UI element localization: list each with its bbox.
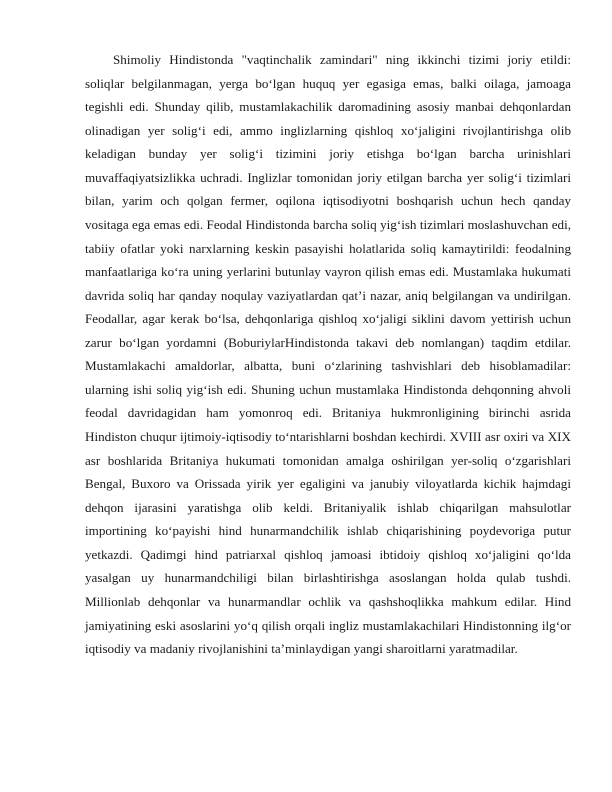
body-paragraph: Shimoliy Hindistonda "vaqtinchalik zamindari" ning ikkinchi tizimi joriy etildi: soliqlar belgilanmagan, yerga bo‘lgan huquq yer egasiga emas, balki oilaga, jamoaga tegishli edi. Shunday qilib, mustamlakachilik daromadining asosiy manbai dehqonlardan olinadigan yer solig‘i edi, ammo inglizlarning qishloq xo‘jaligini rivojlantirishga olib keladigan bunday yer solig‘i tizimini joriy etishga bo‘lgan barcha urinishlari muvaffaqiyatsizlikka uchradi. Inglizlar tomonidan joriy etilgan barcha yer solig‘i tizimlari bilan, yarim och qolgan fermer, oqilona iqtisodiyotni boshqarish uchun hech qanday vositaga ega emas edi. Feodal Hindistonda barcha soliq yig‘ish tizimlari moslashuvchan edi, tabiiy ofatlar yoki narxlarning keskin pasayishi holatlarida soliq kamaytirildi: feodalning manfaatlariga ko‘ra uning yerlarini butunlay vayron qilish emas edi. Mustamlaka hukumati davrida soliq har qanday noqulay vaziyatlardan qat’i nazar, aniq belgilangan va undirilgan. Feodallar, agar kerak bo‘lsa, dehqonlariga qishloq xo‘jaligi siklini davom yettirish uchun zarur bo‘lgan yordamni (BoburiylarHindistonda takavi deb nomlangan) taqdim etdilar. Mustamlakachi amaldorlar, albatta, buni o‘zlarining tashvishlari deb hisoblamadilar: ularning ishi soliq yig‘ish edi. Shuning uchun mustamlaka Hindistonda dehqonning ahvoli feodal davridagidan ham yomonroq edi. Britaniya hukmronligining birinchi asrida Hindiston chuqur ijtimoiy-iqtisodiy to‘ntarishlarni boshdan kechirdi. XVIII asr oxiri va XIX asr boshlarida Britaniya hukumati tomonidan amalga oshirilgan yer-soliq o‘zgarishlari Bengal, Buxoro va Orissada yirik yer egaligini va janubiy viloyatlarda kichik hajmdagi dehqon ijarasini yaratishga olib keldi. Britaniyalik ishlab chiqarilgan mahsulotlar importining ko‘payishi hind hunarmandchilik ishlab chiqarishining poydevoriga putur yetkazdi. Qadimgi hind patriarxal qishloq jamoasi ibtidoiy qishloq xo‘jaligini qo‘lda yasalgan uy hunarmandchiligi bilan birlashtirishga asoslangan holda qulab tushdi. Millionlab dehqonlar va hunarmandlar ochlik va qashshoqlikka mahkum edilar. Hind jamiyatining eski asoslarini yo‘q qilish orqali ingliz mustamlakachilari Hindistonning ilg‘or iqtisodiy va madaniy rivojlanishini ta’minlaydigan yangi sharoitlarni yaratmadilar.	[85, 52, 571, 657]
